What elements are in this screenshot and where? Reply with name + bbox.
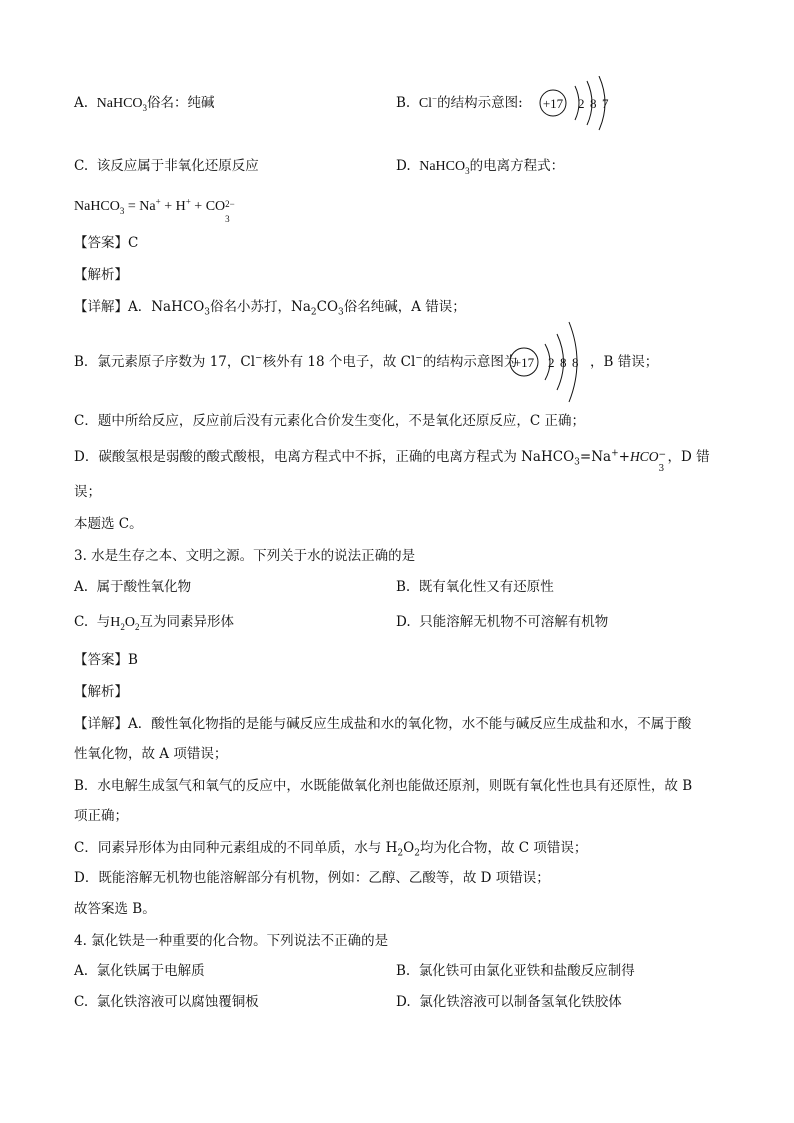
q3-detail-5: C．同素异形体为由同种元素组成的不同单质，水与 $H_2O_2$均为化合物，故 C 项错误； [74, 840, 588, 859]
q2-detail-b-end: ，B 错误； [590, 354, 659, 370]
option-b: B. Cl−的结构示意图: [396, 93, 523, 111]
cl-ion: Cl− [418, 93, 438, 111]
ion-shell-2: 8 [560, 355, 567, 370]
q3-conclusion: 故答案选 B。 [74, 901, 156, 917]
q3-stem: 3. 水是生存之本、文明之源。下列关于水的说法正确的是 [74, 548, 416, 564]
atom-structure-graphic [539, 76, 619, 132]
ionization-equation: NaHCO$_3$ = Na+ + H+ + CO 2− 3 [74, 196, 235, 224]
q2-answer: 【答案】C [74, 235, 139, 251]
cl-ion-diagram-288 [509, 316, 589, 404]
q3-analysis-label: 【解析】 [74, 684, 128, 700]
q4-option-d: D. 氯化铁溶液可以制备氢氧化铁胶体 [396, 994, 622, 1010]
shell-3: 7 [602, 96, 609, 111]
q3-detail-6: D．既能溶解无机物也能溶解部分有机物，例如：乙醇、乙酸等，故 D 项错误； [74, 870, 550, 886]
hco3-ion: HCO [629, 449, 659, 464]
q2-detail-c: C．题中所给反应，反应前后没有元素化合价发生变化，不是氧化还原反应，C 正确； [74, 413, 585, 429]
option-c: C. 该反应属于非氧化还原反应 [74, 158, 259, 174]
q3-detail-4: 项正确； [74, 808, 128, 824]
q3-option-c: C. 与$H_2O_2$互为同素异形体 [74, 614, 234, 632]
q4-option-c: C. 氯化铁溶液可以腐蚀覆铜板 [74, 994, 259, 1010]
option-d: D. NaHCO$_3$的电离方程式： [396, 158, 565, 176]
q3-detail-3: B．水电解生成氢气和氧气的反应中，水既能做氧化剂也能做还原剂，则既有氧化性也具有还原性，故 B [74, 778, 693, 794]
q4-stem: 4. 氯化铁是一种重要的化合物。下列说法不正确的是 [74, 933, 389, 949]
q3-answer: 【答案】B [74, 652, 138, 668]
option-a: A. NaHCO$_3$俗名：纯碱 [74, 95, 215, 113]
shell-2: 8 [590, 96, 597, 111]
q2-conclusion: 本题选 C。 [74, 516, 143, 532]
ion-nucleus-label: +17 [513, 355, 535, 370]
shell-1: 2 [578, 96, 585, 111]
q4-option-b: B. 氯化铁可由氯化亚铁和盐酸反应制得 [396, 963, 635, 979]
q2-detail-d-wrap: 误； [74, 484, 101, 500]
q3-detail-2: 性氧化物，故 A 项错误； [74, 746, 228, 762]
q2-detail-b: B．氯元素原子序数为 17，Cl−核外有 18 个电子，故 Cl−的结构示意图为 [74, 353, 518, 370]
q2-analysis-label: 【解析】 [74, 267, 128, 283]
ion-shell-1: 2 [548, 355, 555, 370]
nucleus-label: +17 [542, 96, 564, 111]
nahco3-formula-d: NaHCO$_3$ [419, 159, 470, 176]
q2-detail-d: D．碳酸氢根是弱酸的酸式酸根，电离方程式中不拆，正确的电离方程式为 NaHCO$_3$=Na++HCO − 3 ，D 错 [74, 448, 710, 474]
cl-atom-diagram-787 [539, 76, 619, 132]
q3-option-d: D. 只能溶解无机物不可溶解有机物 [396, 614, 609, 630]
ion-shell-3: 8 [572, 355, 579, 370]
q3-detail-1: 【详解】A．酸性氧化物指的是能与碱反应生成盐和水的氧化物，水不能与碱反应生成盐和水，不属于酸 [74, 716, 692, 732]
nahco3-formula: NaHCO$_3$ [96, 96, 148, 113]
q3-option-a: A. 属于酸性氧化物 [74, 579, 192, 595]
q2-detail-a: 【详解】A．NaHCO$_3$俗名小苏打，$Na_2CO_3$俗名纯碱，A 错误； [74, 299, 466, 318]
q3-option-b: B. 既有氧化性又有还原性 [396, 579, 554, 595]
q4-option-a: A. 氯化铁属于电解质 [74, 963, 205, 979]
ion-structure-graphic [509, 316, 589, 404]
